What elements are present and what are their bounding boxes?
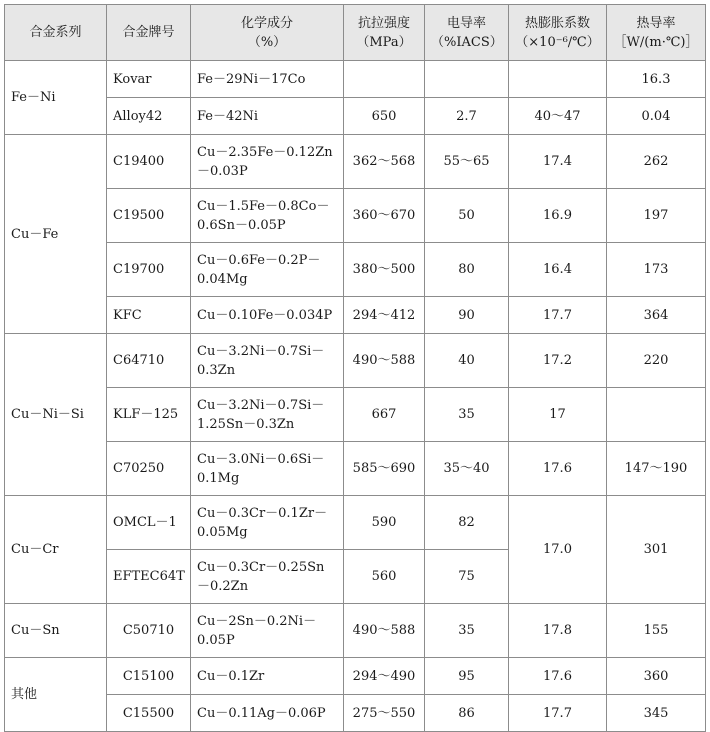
composition-cell: Cu－0.3Cr－0.25Sn－0.2Zn <box>191 550 344 604</box>
alloy-grade-cell: C15100 <box>107 658 191 695</box>
tensile-cell: 275～550 <box>344 695 425 732</box>
expansion-cell: 17.8 <box>509 604 607 658</box>
expansion-cell: 17.6 <box>509 658 607 695</box>
tensile-cell: 490～588 <box>344 334 425 388</box>
thermal-conductivity-cell: 147～190 <box>607 442 706 496</box>
expansion-cell: 17.7 <box>509 297 607 334</box>
alloy-grade-cell: EFTEC64T <box>107 550 191 604</box>
expansion-cell: 17.2 <box>509 334 607 388</box>
header-conductivity-text: 电导率 （%IACS） <box>431 15 503 50</box>
alloy-grade-cell: C50710 <box>107 604 191 658</box>
expansion-cell: 40～47 <box>509 98 607 135</box>
tensile-cell: 294～412 <box>344 297 425 334</box>
thermal-conductivity-cell: 197 <box>607 189 706 243</box>
thermal-conductivity-cell: 155 <box>607 604 706 658</box>
alloy-family-cell: Cu－Sn <box>5 604 107 658</box>
header-tensile-strength <box>344 5 425 61</box>
header-thermal-conductivity <box>607 5 706 61</box>
header-thermal-conductivity-text: 热导率 ［W/(m·℃)］ <box>613 15 699 50</box>
conductivity-cell: 95 <box>425 658 509 695</box>
tensile-cell: 585～690 <box>344 442 425 496</box>
composition-cell: Cu－0.11Ag－0.06P <box>191 695 344 732</box>
table-row <box>5 658 706 695</box>
header-alloy-grade <box>107 5 191 61</box>
thermal-conductivity-cell: 360 <box>607 658 706 695</box>
thermal-conductivity-cell <box>607 388 706 442</box>
composition-cell: Fe－42Ni <box>191 98 344 135</box>
alloy-grade-cell: Alloy42 <box>107 98 191 135</box>
expansion-cell <box>509 61 607 98</box>
table-row <box>5 297 706 334</box>
alloy-family-cell: Cu－Ni－Si <box>5 334 107 496</box>
table-row <box>5 334 706 388</box>
header-alloy-grade-text: 合金牌号 <box>122 25 175 40</box>
table-row <box>5 189 706 243</box>
alloy-grade-cell: C19500 <box>107 189 191 243</box>
composition-cell: Cu－1.5Fe－0.8Co－0.6Sn－0.05P <box>191 189 344 243</box>
conductivity-cell: 2.7 <box>425 98 509 135</box>
conductivity-cell: 35 <box>425 604 509 658</box>
alloy-grade-cell: C70250 <box>107 442 191 496</box>
composition-cell: Fe－29Ni－17Co <box>191 61 344 98</box>
conductivity-cell: 50 <box>425 189 509 243</box>
header-composition <box>191 5 344 61</box>
alloy-grade-cell: C64710 <box>107 334 191 388</box>
header-conductivity <box>425 5 509 61</box>
table-row <box>5 243 706 297</box>
table-row <box>5 98 706 135</box>
composition-cell: Cu－0.1Zr <box>191 658 344 695</box>
table-row <box>5 496 706 550</box>
header-thermal-expansion <box>509 5 607 61</box>
conductivity-cell <box>425 61 509 98</box>
conductivity-cell: 35 <box>425 388 509 442</box>
thermal-conductivity-cell: 345 <box>607 695 706 732</box>
alloy-family-cell: Cu－Fe <box>5 135 107 334</box>
alloy-grade-cell: Kovar <box>107 61 191 98</box>
alloy-family-cell: 其他 <box>5 658 107 732</box>
alloy-grade-cell: KLF－125 <box>107 388 191 442</box>
tensile-cell: 667 <box>344 388 425 442</box>
expansion-cell: 17.7 <box>509 695 607 732</box>
alloy-family-cell: Cu－Cr <box>5 496 107 604</box>
composition-cell: Cu－0.3Cr－0.1Zr－0.05Mg <box>191 496 344 550</box>
table-row <box>5 135 706 189</box>
thermal-conductivity-cell: 220 <box>607 334 706 388</box>
table-row <box>5 388 706 442</box>
table-row <box>5 695 706 732</box>
tensile-cell: 362～568 <box>344 135 425 189</box>
conductivity-cell: 55～65 <box>425 135 509 189</box>
expansion-cell: 17.4 <box>509 135 607 189</box>
composition-cell: Cu－0.6Fe－0.2P－0.04Mg <box>191 243 344 297</box>
thermal-conductivity-cell: 173 <box>607 243 706 297</box>
composition-cell: Cu－3.2Ni－0.7Si－1.25Sn－0.3Zn <box>191 388 344 442</box>
thermal-conductivity-cell: 301 <box>607 496 706 604</box>
composition-cell: Cu－2.35Fe－0.12Zn－0.03P <box>191 135 344 189</box>
composition-cell: Cu－2Sn－0.2Ni－0.05P <box>191 604 344 658</box>
composition-cell: Cu－0.10Fe－0.034P <box>191 297 344 334</box>
conductivity-cell: 86 <box>425 695 509 732</box>
conductivity-cell: 40 <box>425 334 509 388</box>
alloy-family-cell: Fe－Ni <box>5 61 107 135</box>
conductivity-cell: 35～40 <box>425 442 509 496</box>
header-composition-text: 化学成分 （%） <box>240 15 293 50</box>
tensile-cell: 560 <box>344 550 425 604</box>
conductivity-cell: 80 <box>425 243 509 297</box>
alloy-grade-cell: KFC <box>107 297 191 334</box>
thermal-conductivity-cell: 364 <box>607 297 706 334</box>
alloy-grade-cell: C19700 <box>107 243 191 297</box>
thermal-conductivity-cell: 262 <box>607 135 706 189</box>
expansion-cell: 16.9 <box>509 189 607 243</box>
tensile-cell: 490～588 <box>344 604 425 658</box>
tensile-cell <box>344 61 425 98</box>
header-alloy-family-text: 合金系列 <box>29 25 82 40</box>
alloy-grade-cell: OMCL－1 <box>107 496 191 550</box>
tensile-cell: 380～500 <box>344 243 425 297</box>
tensile-cell: 294～490 <box>344 658 425 695</box>
header-thermal-expansion-text: 热膨胀系数 （×10⁻⁶/℃） <box>515 15 600 50</box>
expansion-cell: 17 <box>509 388 607 442</box>
table-row <box>5 61 706 98</box>
composition-cell: Cu－3.2Ni－0.7Si－0.3Zn <box>191 334 344 388</box>
thermal-conductivity-cell: 16.3 <box>607 61 706 98</box>
header-alloy-family <box>5 5 107 61</box>
table-row <box>5 442 706 496</box>
conductivity-cell: 75 <box>425 550 509 604</box>
expansion-cell: 16.4 <box>509 243 607 297</box>
expansion-cell: 17.0 <box>509 496 607 604</box>
alloy-properties-table <box>4 4 706 732</box>
thermal-conductivity-cell: 0.04 <box>607 98 706 135</box>
expansion-cell: 17.6 <box>509 442 607 496</box>
conductivity-cell: 82 <box>425 496 509 550</box>
tensile-cell: 590 <box>344 496 425 550</box>
header-row <box>5 5 706 61</box>
alloy-grade-cell: C19400 <box>107 135 191 189</box>
table-row <box>5 604 706 658</box>
composition-cell: Cu－3.0Ni－0.6Si－0.1Mg <box>191 442 344 496</box>
tensile-cell: 650 <box>344 98 425 135</box>
tensile-cell: 360～670 <box>344 189 425 243</box>
conductivity-cell: 90 <box>425 297 509 334</box>
alloy-grade-cell: C15500 <box>107 695 191 732</box>
header-tensile-strength-text: 抗拉强度 （MPa） <box>356 15 412 50</box>
